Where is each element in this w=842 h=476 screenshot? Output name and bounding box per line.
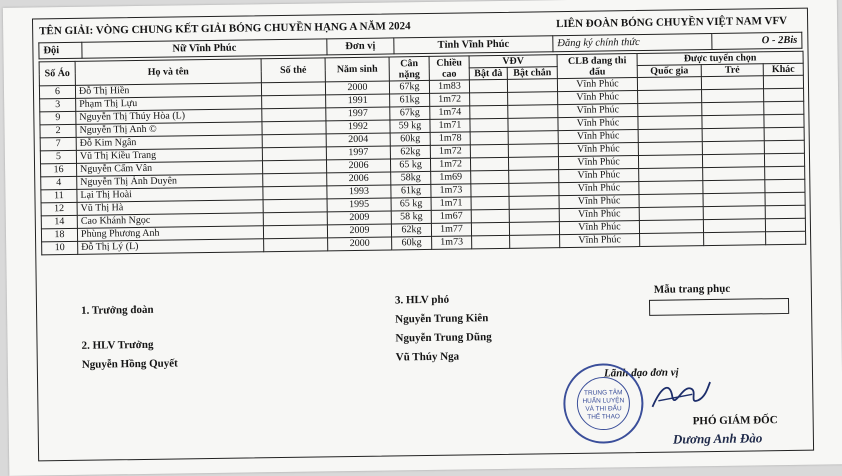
selected-national [640, 233, 704, 247]
player-name: Nguyễn Thị Ánh Duyên [77, 174, 263, 190]
height: 1m74 [430, 106, 470, 120]
stamp-line-3: VÀ THI ĐẤU [585, 405, 622, 413]
player-name: Nguyễn Thị Thúy Hòa (L) [76, 109, 262, 125]
header-youth: Trẻ [701, 64, 763, 77]
jersey-number: 3 [40, 98, 76, 112]
card-number [262, 95, 326, 109]
selected-national [639, 207, 703, 221]
registration-type: Đăng ký chính thức [553, 33, 712, 51]
selected-national [638, 103, 702, 117]
selected-other [765, 166, 805, 180]
selected-national [638, 155, 702, 169]
club: Vĩnh Phúc [558, 143, 638, 157]
selected-youth [702, 154, 764, 168]
unit-label: Đơn vị [327, 38, 394, 55]
selected-youth [703, 167, 765, 181]
player-name: Vũ Thị Hà [77, 200, 263, 216]
player-name: Cao Khánh Ngọc [77, 213, 263, 229]
selected-national [638, 90, 702, 104]
player-roster-table [39, 51, 807, 256]
selected-national [639, 181, 703, 195]
card-number [263, 173, 327, 187]
birth-year: 2006 [327, 172, 391, 186]
selected-national [638, 142, 702, 156]
height: 1m83 [429, 80, 469, 94]
birth-year: 1992 [326, 120, 390, 134]
selected-youth [704, 232, 766, 246]
reach-spike [471, 196, 509, 210]
reach-block [509, 183, 559, 197]
selected-national [639, 220, 703, 234]
club: Vĩnh Phúc [559, 195, 639, 209]
jersey-number: 16 [41, 163, 77, 177]
header-weight: Cân nặng [389, 56, 429, 81]
selected-other [766, 231, 806, 245]
selected-other [763, 75, 803, 89]
head-coach-name: Nguyễn Hồng Quyết [81, 357, 178, 371]
jersey-number: 10 [42, 241, 78, 255]
card-number [263, 212, 327, 226]
reach-block [507, 79, 557, 93]
selected-youth [702, 102, 764, 116]
jersey-number: 9 [40, 111, 76, 125]
weight: 60kg [392, 236, 432, 250]
selected-youth [703, 180, 765, 194]
birth-year: 2009 [327, 211, 391, 225]
player-name: Phùng Phương Anh [77, 226, 263, 242]
selected-national [637, 77, 701, 91]
deputy-director-title: PHÓ GIÁM ĐỐC [692, 414, 778, 428]
card-number [262, 160, 326, 174]
selected-other [764, 114, 804, 128]
club: Vĩnh Phúc [558, 156, 638, 170]
reach-spike [470, 118, 508, 132]
header-name: Họ và tên [75, 59, 261, 86]
height: 1m69 [431, 171, 471, 185]
assistant-coach-1: Nguyễn Trung Kiên [395, 312, 489, 326]
jersey-number: 7 [40, 137, 76, 151]
reach-block [509, 209, 559, 223]
birth-year: 1993 [327, 185, 391, 199]
weight: 58 kg [391, 210, 431, 224]
selected-other [764, 153, 804, 167]
reach-spike [471, 183, 509, 197]
player-name: Nguyễn Cẩm Vân [77, 161, 263, 177]
document-frame [32, 8, 814, 462]
selected-other [764, 101, 804, 115]
card-number [262, 134, 326, 148]
birth-year: 2006 [326, 159, 390, 173]
card-number [263, 199, 327, 213]
reach-block [509, 170, 559, 184]
selected-other [765, 192, 805, 206]
weight: 59 kg [390, 119, 430, 133]
card-number [262, 121, 326, 135]
reach-spike [470, 92, 508, 106]
reach-block [508, 131, 558, 145]
birth-year: 2004 [326, 133, 390, 147]
team-leader-label: 1. Trưởng đoàn [80, 303, 154, 317]
federation-name: LIÊN ĐOÀN BÓNG CHUYỀN VIỆT NAM VFV [555, 14, 788, 31]
outfit-sample-box [649, 298, 789, 316]
reach-spike [471, 209, 509, 223]
selected-youth [703, 193, 765, 207]
assistant-coach-2: Nguyễn Trung Dũng [395, 331, 492, 345]
stamp-line-1: TRUNG TÂM [583, 389, 623, 397]
card-number [261, 82, 325, 96]
reach-block [508, 157, 558, 171]
head-coach-label: 2. HLV Trưởng [81, 338, 154, 352]
card-number [263, 225, 327, 239]
reach-block [508, 118, 558, 132]
selected-other [765, 205, 805, 219]
birth-year: 2000 [325, 81, 389, 95]
selected-other [764, 140, 804, 154]
outfit-label: Mẫu trang phục [653, 282, 731, 296]
player-name: Vũ Thị Kiều Trang [76, 148, 262, 164]
height: 1m67 [431, 210, 471, 224]
height: 1m78 [430, 132, 470, 146]
club: Vĩnh Phúc [559, 221, 639, 235]
selected-national [638, 129, 702, 143]
card-number [262, 147, 326, 161]
team-label: Đội [39, 42, 82, 59]
height: 1m71 [431, 197, 471, 211]
club: Vĩnh Phúc [558, 117, 638, 131]
card-number [262, 108, 326, 122]
reach-block [510, 235, 560, 249]
jersey-number: 12 [41, 202, 77, 216]
weight: 60kg [390, 132, 430, 146]
selected-national [639, 194, 703, 208]
jersey-number: 14 [41, 215, 77, 229]
weight: 67kg [389, 80, 429, 94]
team-value: Nữ Vĩnh Phúc [82, 39, 327, 58]
header-national: Quốc gia [637, 65, 701, 78]
reach-block [508, 105, 558, 119]
player-name: Nguyễn Thị Anh © [76, 122, 262, 138]
club: Vĩnh Phúc [560, 234, 640, 248]
assistant-coach-label: 3. HLV phó [394, 293, 450, 307]
height: 1m72 [430, 158, 470, 172]
assistant-coach-3: Vũ Thúy Nga [395, 350, 460, 364]
header-reach-block: Bật chắn [507, 67, 557, 80]
header-jersey: Số Áo [39, 61, 75, 86]
reach-spike [471, 222, 509, 236]
stamp-line-4: THỂ THAO [587, 413, 621, 421]
reach-spike [470, 157, 508, 171]
height: 1m71 [430, 119, 470, 133]
weight: 61kg [390, 93, 430, 107]
jersey-number: 11 [41, 189, 77, 203]
reach-spike [470, 144, 508, 158]
selected-youth [703, 219, 765, 233]
player-name: Đỗ Thị Lý (L) [78, 239, 264, 255]
selected-national [638, 116, 702, 130]
jersey-number: 2 [40, 124, 76, 138]
unit-value: Tỉnh Vĩnh Phúc [394, 36, 553, 54]
birth-year: 1997 [326, 107, 390, 121]
weight: 65 kg [391, 197, 431, 211]
official-stamp [561, 361, 646, 446]
header-height: Chiều cao [429, 56, 469, 81]
reach-block [508, 144, 558, 158]
header-club: CLB đang thi đấu [557, 54, 637, 79]
selected-national [639, 168, 703, 182]
reach-spike [470, 131, 508, 145]
selected-youth [702, 89, 764, 103]
stamp-line-2: HUẤN LUYỆN [582, 397, 625, 405]
header-birth: Năm sinh [325, 57, 389, 82]
card-number [264, 238, 328, 252]
selected-youth [702, 128, 764, 142]
tournament-title: TÊN GIẢI: VÒNG CHUNG KẾT GIẢI BÓNG CHUYỀN HẠNG A NĂM 2024 [39, 20, 411, 38]
unit-leader-label: Lãnh đạo đơn vị [603, 366, 679, 380]
header-card: Số thẻ [261, 58, 325, 83]
height: 1m72 [430, 145, 470, 159]
reach-spike [472, 235, 510, 249]
reach-spike [470, 105, 508, 119]
player-name: Phạm Thị Lựu [76, 96, 262, 112]
birth-year: 1991 [326, 94, 390, 108]
document-sheet [3, 0, 842, 476]
selected-other [765, 179, 805, 193]
height: 1m73 [432, 236, 472, 250]
height: 1m72 [430, 93, 470, 107]
birth-year: 1997 [326, 146, 390, 160]
player-name: Đỗ Kim Ngân [76, 135, 262, 151]
selected-youth [702, 141, 764, 155]
birth-year: 2000 [328, 237, 392, 251]
weight: 62kg [391, 223, 431, 237]
selected-other [765, 218, 805, 232]
weight: 58kg [391, 171, 431, 185]
player-name: Đỗ Thị Hiền [75, 83, 261, 99]
jersey-number: 6 [39, 85, 75, 99]
header-reach-spike: Bật đà [469, 67, 507, 80]
club: Vĩnh Phúc [558, 91, 638, 105]
club: Vĩnh Phúc [559, 169, 639, 183]
club: Vĩnh Phúc [558, 130, 638, 144]
header-other: Khác [763, 63, 803, 76]
header-selected: Được tuyển chọn [637, 51, 803, 65]
card-number [263, 186, 327, 200]
reach-spike [471, 170, 509, 184]
club: Vĩnh Phúc [557, 78, 637, 92]
selected-youth [703, 206, 765, 220]
reach-block [509, 196, 559, 210]
club: Vĩnh Phúc [558, 104, 638, 118]
jersey-number: 5 [40, 150, 76, 164]
player-name: Lại Thị Hoài [77, 187, 263, 203]
selected-youth [702, 115, 764, 129]
selected-youth [701, 76, 763, 90]
header-vdv: VĐV [469, 55, 557, 68]
jersey-number: 18 [41, 228, 77, 242]
selected-other [764, 127, 804, 141]
birth-year: 2009 [327, 224, 391, 238]
height: 1m77 [431, 223, 471, 237]
jersey-number: 4 [41, 176, 77, 190]
weight: 67kg [390, 106, 430, 120]
height: 1m73 [431, 184, 471, 198]
deputy-director-name: Dương Anh Đào [672, 430, 763, 447]
reach-block [509, 222, 559, 236]
club: Vĩnh Phúc [559, 208, 639, 222]
form-code: O - 2Bis [712, 32, 802, 49]
weight: 65 kg [390, 158, 430, 172]
reach-block [508, 92, 558, 106]
reach-spike [469, 79, 507, 93]
birth-year: 1995 [327, 198, 391, 212]
weight: 61kg [391, 184, 431, 198]
weight: 62kg [390, 145, 430, 159]
handwritten-signature [648, 378, 714, 415]
selected-other [764, 88, 804, 102]
club: Vĩnh Phúc [559, 182, 639, 196]
